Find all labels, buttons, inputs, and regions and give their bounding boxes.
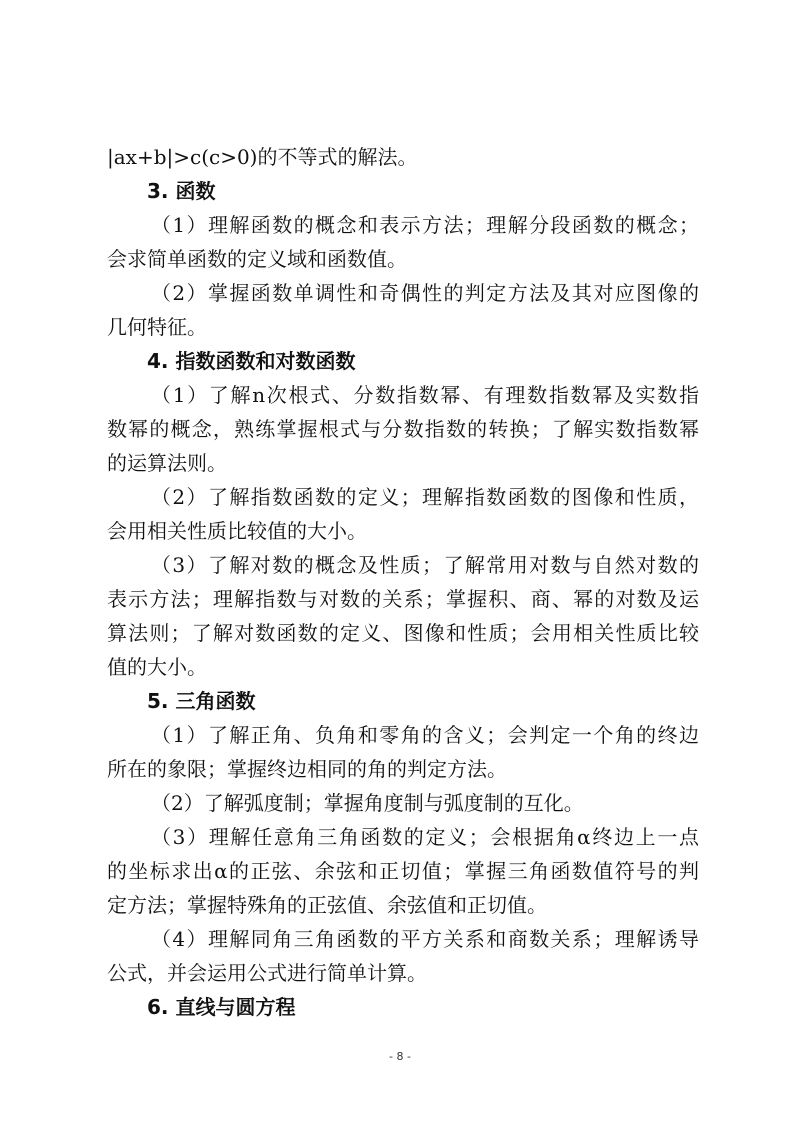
section-heading-trigonometry: 5. 三角函数	[147, 689, 256, 713]
text-line: 数幂的概念，熟练掌握根式与分数指数的转换；了解实数指数幂	[107, 417, 699, 441]
document-body	[107, 140, 699, 1024]
text-line: 会用相关性质比较值的大小。	[107, 519, 367, 543]
text-line: （1）理解函数的概念和表示方法；理解分段函数的概念；	[151, 213, 699, 237]
text-line: （1）了解n次根式、分数指数幂、有理数指数幂及实数指	[151, 383, 699, 407]
text-line: 会求简单函数的定义域和函数值。	[107, 247, 407, 271]
text-line: 算法则；了解对数函数的定义、图像和性质；会用相关性质比较	[107, 621, 699, 645]
text-line: 的坐标求出α的正弦、余弦和正切值；掌握三角函数值符号的判	[107, 859, 699, 883]
section-heading-exponential-log: 4. 指数函数和对数函数	[147, 349, 356, 373]
text-line: （2）掌握函数单调性和奇偶性的判定方法及其对应图像的	[151, 281, 699, 305]
text-line: （3）理解任意角三角函数的定义；会根据角α终边上一点	[151, 825, 699, 849]
text-line: （2）了解指数函数的定义；理解指数函数的图像和性质，	[151, 485, 699, 509]
text-line: 公式，并会运用公式进行简单计算。	[107, 961, 427, 985]
text-line: 值的大小。	[107, 655, 207, 679]
text-line: （2）了解弧度制；掌握角度制与弧度制的互化。	[151, 791, 584, 815]
text-line: 定方法；掌握特殊角的正弦值、余弦值和正切值。	[107, 893, 547, 917]
text-line: （4）理解同角三角函数的平方关系和商数关系；理解诱导	[151, 927, 699, 951]
text-line: 表示方法；理解指数与对数的关系；掌握积、商、幂的对数及运	[107, 587, 699, 611]
text-line: （3）了解对数的概念及性质；了解常用对数与自然对数的	[151, 553, 699, 577]
page-number: - 8 -	[389, 1050, 411, 1063]
text-line: 的运算法则。	[107, 451, 227, 475]
text-line: 所在的象限；掌握终边相同的角的判定方法。	[107, 757, 507, 781]
section-heading-functions: 3. 函数	[147, 179, 216, 203]
section-heading-lines-circles: 6. 直线与圆方程	[147, 995, 296, 1019]
text-line: 几何特征。	[107, 315, 207, 339]
text-line: （1）了解正角、负角和零角的含义；会判定一个角的终边	[151, 723, 699, 747]
text-line: |ax+b|>c(c>0)的不等式的解法。	[107, 145, 418, 169]
